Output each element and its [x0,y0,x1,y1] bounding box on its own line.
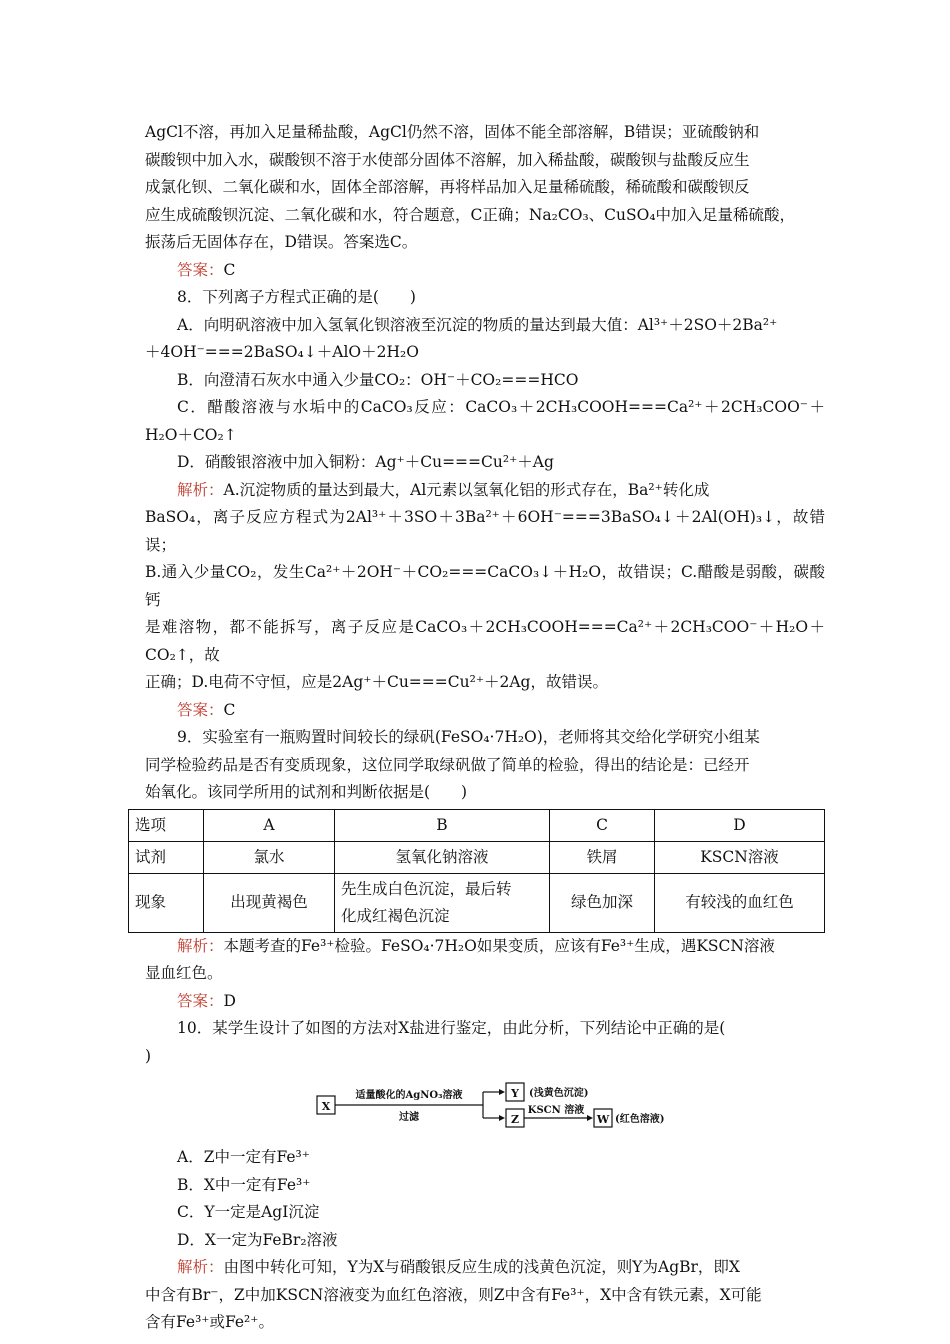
table-cell: A [204,809,335,841]
table-cell: 试剂 [129,841,204,873]
q10-analysis [145,1254,825,1282]
analysis-text: 本题考查的Fe³⁺检验。FeSO₄·7H₂O如果变质，应该有Fe³⁺生成，遇KSCN溶液 [223,936,775,955]
q7-answer [145,257,825,285]
answer-value: C [223,700,236,719]
q9-analysis [145,933,825,961]
q9-stem-line: 始氧化。该同学所用的试剂和判断依据是( ) [145,783,468,801]
answer-value: C [223,260,236,279]
analysis-text: 由图中转化可知，Y为X与硝酸银反应生成的浅黄色沉淀，则Y为AgBr，即X [223,1258,740,1276]
reagent-label: 适量酸化的AgNO₃溶液 [355,1090,463,1101]
table-cell: 有较浅的血红色 [655,873,825,932]
table-cell: 出现黄褐色 [204,873,335,932]
q8-option-c: C．醋酸溶液与水垢中的CaCO₃反应：CaCO₃＋2CH₃COOH===Ca²⁺＋2CH₃COO⁻＋H₂O＋CO₂↑ [145,398,825,444]
q8-option-a: A．向明矾溶液中加入氢氧化钡溶液至沉淀的物质的量达到最大值：Al³⁺＋2SO＋2Ba²⁺ [177,315,778,334]
q10-flow-diagram [313,1080,673,1132]
label-y: Y [511,1087,519,1100]
table-cell: 氢氧化钠溶液 [335,841,550,873]
q8-analysis-line: 正确；D.电荷不守恒，应是2Ag⁺＋Cu===Cu²⁺＋2Ag，故错误。 [145,673,608,691]
analysis-label: 解析： [177,936,224,955]
label-z: Z [510,1113,520,1126]
q9-options-table [128,809,825,933]
table-row [129,809,825,841]
q10-option-a: A．Z中一定有Fe³⁺ [177,1148,310,1166]
table-row [129,873,825,932]
q8-analysis [145,477,825,505]
q8-stem: 8．下列离子方程式正确的是( ) [177,288,416,306]
y-note: (浅黄色沉淀) [529,1088,589,1099]
q8-option-a-cont: ＋4OH⁻===2BaSO₄↓＋AlO＋2H₂O [145,343,419,361]
page-content [135,119,825,1337]
q8-answer [145,697,825,725]
table-cell: 选项 [129,809,204,841]
answer-label: 答案： [177,991,224,1010]
table-cell: 氯水 [204,841,335,873]
label-x: X [321,1100,331,1113]
q10-option-d: D．X一定为FeBr₂溶液 [177,1230,338,1249]
cell-line: 先生成白色沉淀，最后转 [341,879,512,898]
analysis-label: 解析： [177,1258,224,1276]
q8-analysis-line: B.通入少量CO₂，发生Ca²⁺＋2OH⁻＋CO₂===CaCO₃↓＋H₂O，故错误；C.醋酸是弱酸，碳酸钙 [145,563,825,609]
table-cell: 现象 [129,873,204,932]
q8-option-b: B．向澄清石灰水中通入少量CO₂：OH⁻＋CO₂===HCO [177,370,579,389]
q10-option-b: B．X中一定有Fe³⁺ [177,1175,311,1194]
q7-analysis-line: 碳酸钡中加入水，碳酸钡不溶于水使部分固体不溶解，加入稀盐酸，碳酸钡与盐酸反应生 [145,150,750,169]
q10-stem-line: ) [145,1046,152,1065]
q9-stem-line: 同学检验药品是否有变质现象，这位同学取绿矾做了简单的检验，得出的结论是：已经开 [145,755,750,774]
table-cell: C [550,809,655,841]
q10-option-c: C．Y一定是AgI沉淀 [177,1203,320,1221]
q9-answer [145,988,825,1016]
table-row [129,841,825,873]
q10-analysis-line: 含有Fe³⁺或Fe²⁺。 [145,1313,274,1331]
cell-line: 化成红褐色沉淀 [341,906,450,925]
q8-analysis-line: 是难溶物，都不能拆写，离子反应是CaCO₃＋2CH₃COOH===Ca²⁺＋2CH₃COO⁻＋H₂O＋CO₂↑，故 [145,618,825,664]
label-w: W [596,1113,610,1126]
answer-value: D [223,991,236,1010]
arrow-head-icon [499,1115,505,1121]
q9-analysis-line: 显血红色。 [145,964,223,982]
q8-analysis-line: BaSO₄，离子反应方程式为2Al³⁺＋3SO＋3Ba²⁺＋6OH⁻===3BaSO₄↓＋2Al(OH)₃↓，故错误； [145,508,825,554]
q8-option-d: D．硝酸银溶液中加入铜粉：Ag⁺＋Cu===Cu²⁺＋Ag [177,453,554,471]
filter-label: 过滤 [399,1112,419,1123]
analysis-label: 解析： [177,480,224,499]
table-cell: D [655,809,825,841]
q7-analysis-line: 成氯化钡、二氧化碳和水，固体全部溶解，再将样品加入足量稀硫酸，稀硫酸和碳酸钡反 [145,178,750,196]
q7-analysis-line: AgCl不溶，再加入足量稀盐酸，AgCl仍然不溶，固体不能全部溶解，B错误；亚硫酸钠和 [145,123,760,141]
table-cell: 绿色加深 [550,873,655,932]
table-cell [335,873,550,932]
answer-label: 答案： [177,700,224,719]
q10-analysis-line: 中含有Br⁻，Z中加KSCN溶液变为血红色溶液，则Z中含有Fe³⁺，X中含有铁元素，X可能 [145,1285,762,1304]
q10-stem: 10．某学生设计了如图的方法对X盐进行鉴定，由此分析，下列结论中正确的是( [177,1019,726,1037]
table-cell: 铁屑 [550,841,655,873]
q7-analysis-line: 应生成硫酸钡沉淀、二氧化碳和水，符合题意，C正确；Na₂CO₃、CuSO₄中加入足量稀硫酸， [145,205,796,224]
answer-label: 答案： [177,260,224,279]
reagent2-label: KSCN 溶液 [527,1105,585,1116]
q9-stem: 9．实验室有一瓶购置时间较长的绿矾(FeSO₄·7H₂O)，老师将其交给化学研究小组某 [177,728,760,746]
arrow-head-icon [499,1089,505,1095]
analysis-text: A.沉淀物质的量达到最大，Al元素以氢氧化铝的形式存在，Ba²⁺转化成 [223,480,710,499]
arrow-head-icon [587,1115,593,1121]
table-cell: KSCN溶液 [655,841,825,873]
q7-analysis-line: 振荡后无固体存在，D错误。答案选C。 [145,233,418,251]
w-note: (红色溶液) [615,1114,665,1125]
table-cell: B [335,809,550,841]
